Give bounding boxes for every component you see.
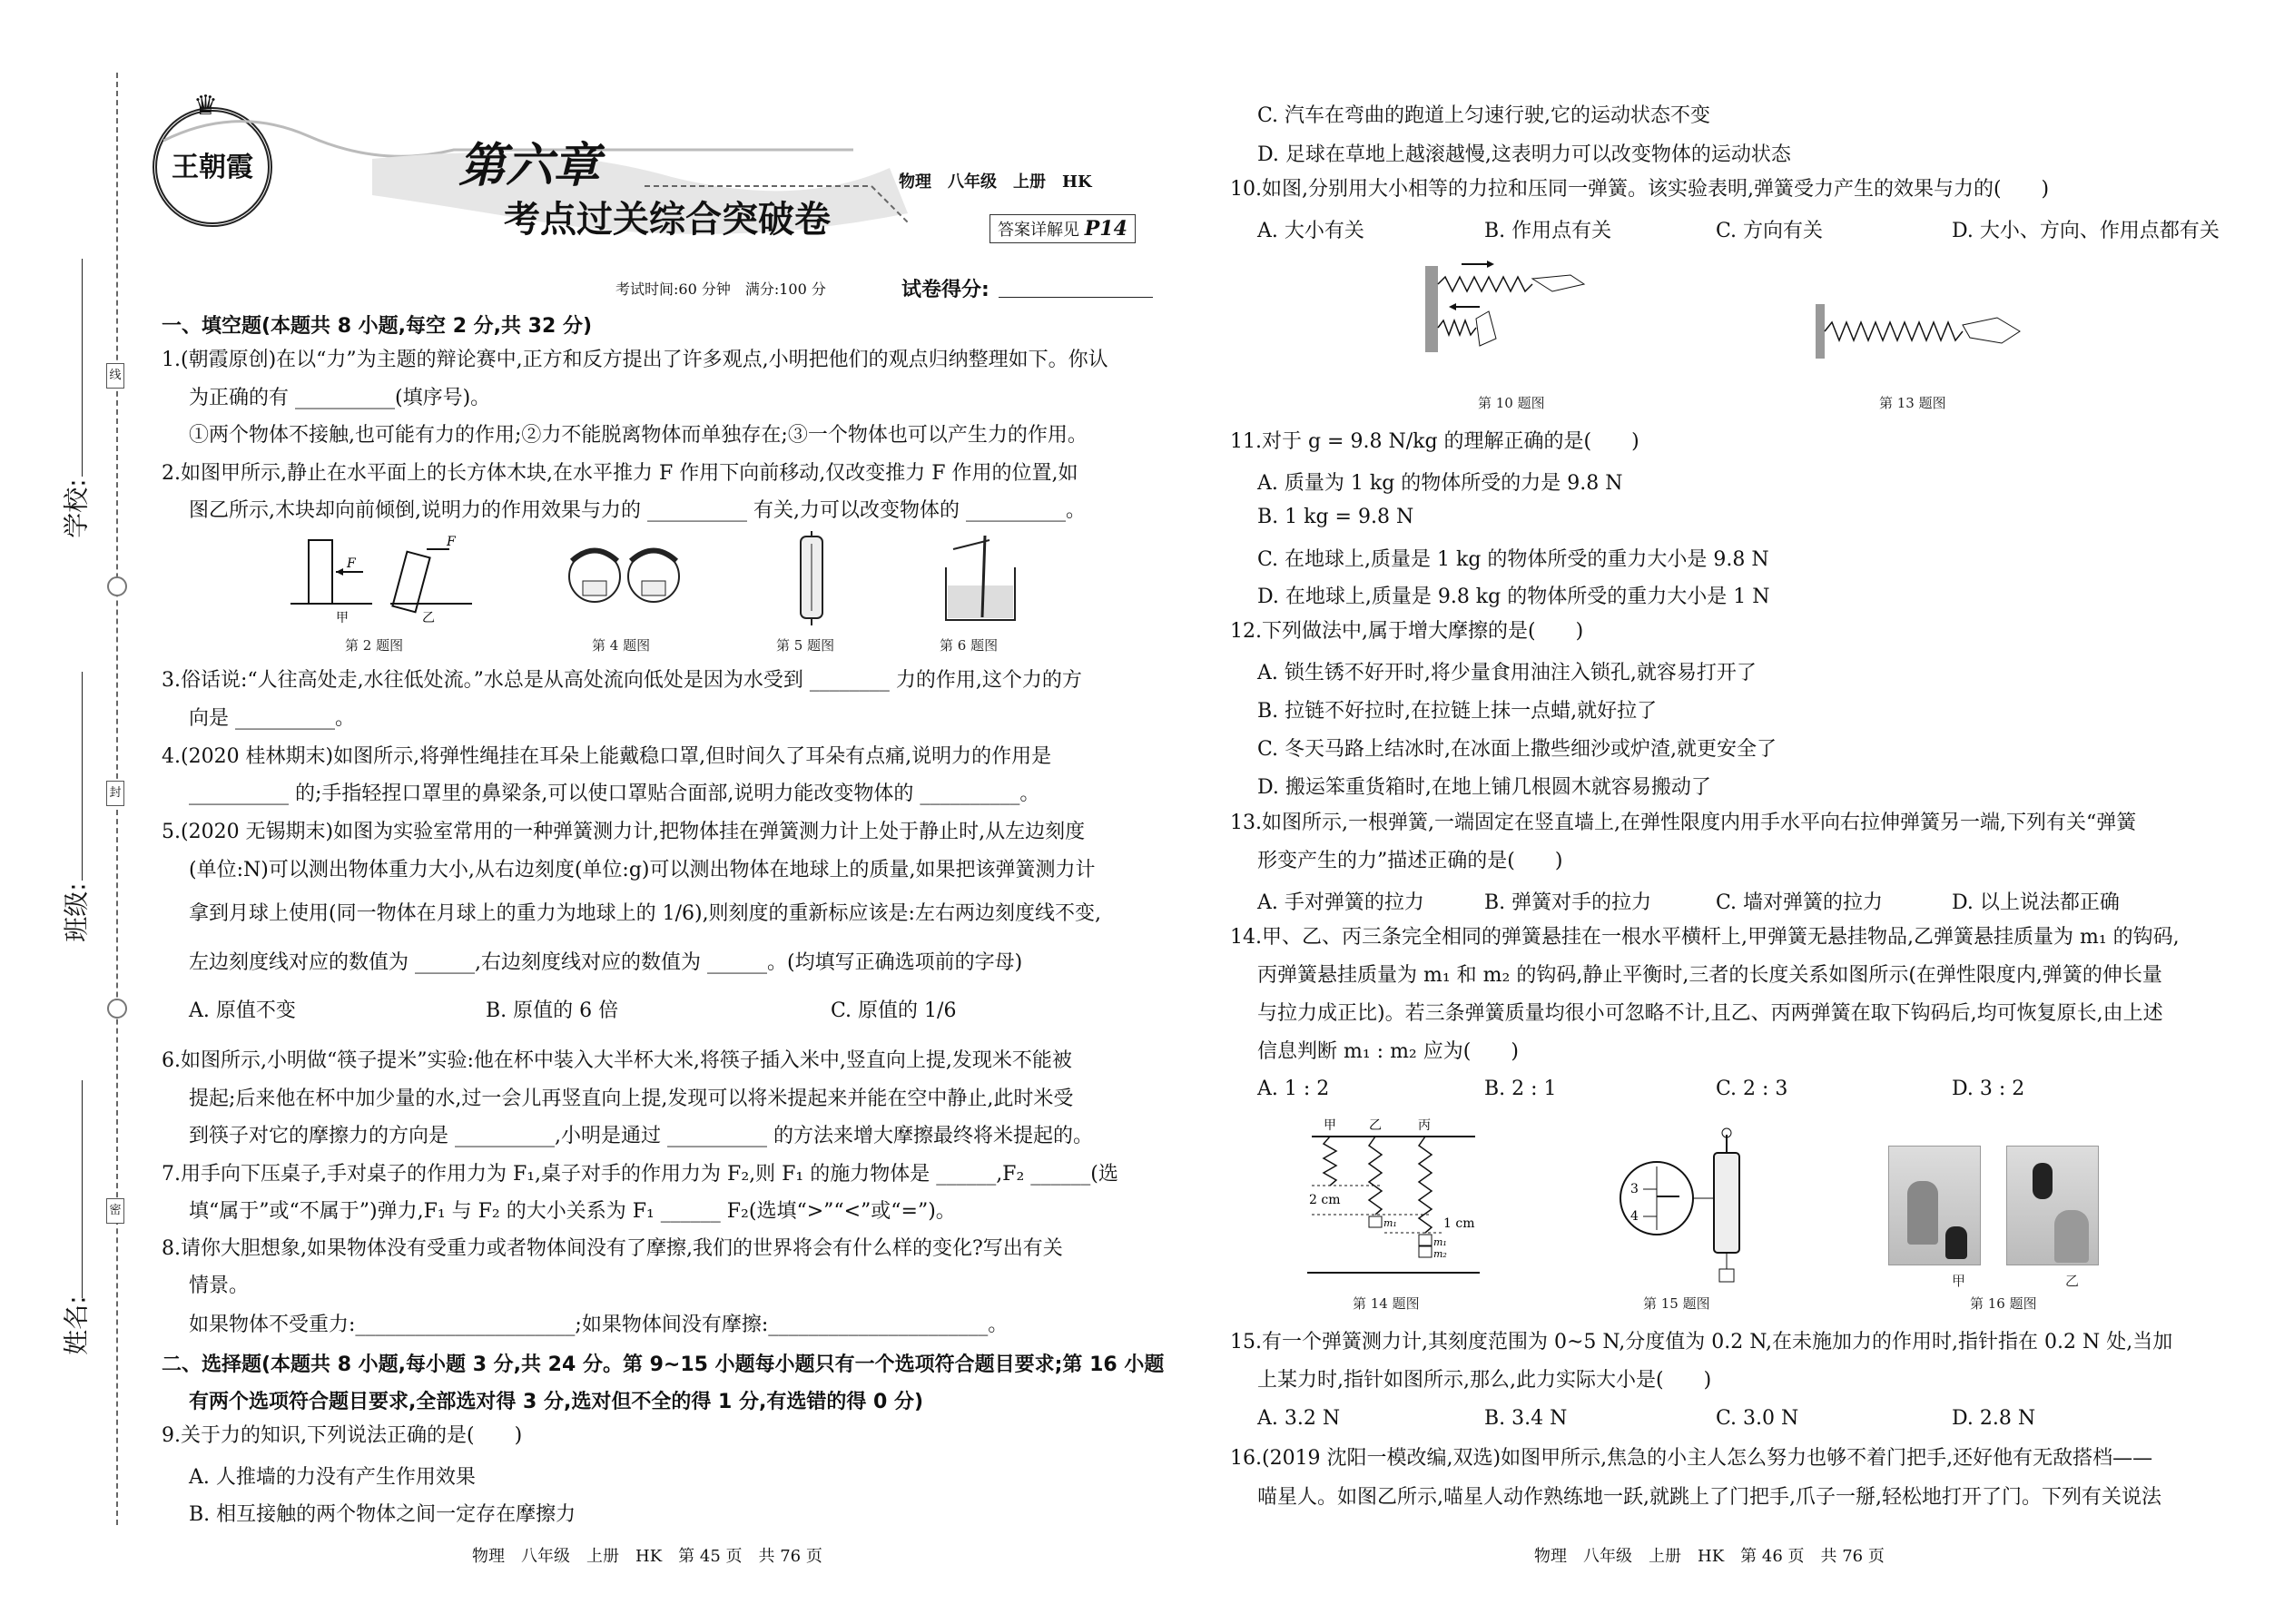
q4-line2: __________ 的;手指轻捏口罩里的鼻梁条,可以使口罩贴合面部,说明力能改变物体的 __________。: [189, 782, 1040, 805]
chapter-title: 第六章: [458, 139, 601, 193]
seal-fold: 封: [106, 781, 124, 806]
fig5-caption: 第 5 题图: [776, 637, 835, 654]
q13-option-b[interactable]: B. 弹簧对手的拉力: [1484, 891, 1652, 914]
q5-line4: 左边刻度线对应的数值为 ______,右边刻度线对应的数值为 ______。(均填写正确选项前的字母): [189, 951, 1023, 974]
fig6-caption: 第 6 题图: [940, 637, 999, 654]
fig15-caption: 第 15 题图: [1643, 1295, 1710, 1312]
q1-line2: 为正确的有 __________(填序号)。: [189, 387, 491, 409]
q15-option-d[interactable]: D. 2.8 N: [1952, 1407, 2036, 1430]
q5-line3: 拿到月球上使用(同一物体在月球上的重力为地球上的 1/6),则刻度的重新标应该是:左右两边刻度线不变,: [189, 902, 1101, 925]
q14-option-b[interactable]: B. 2 : 1: [1484, 1078, 1557, 1100]
q16-line1: 16.(2019 沈阳一模改编,双选)如图甲所示,焦急的小主人怎么努力也够不着门把手,还好他有无敌搭档——: [1230, 1447, 2153, 1470]
q5-option-a[interactable]: A. 原值不变: [189, 999, 296, 1022]
q9-option-a[interactable]: A. 人推墙的力没有产生作用效果: [189, 1466, 476, 1489]
binding-hole-icon: [107, 576, 127, 596]
fig16-label-yi: 乙: [2065, 1273, 2080, 1289]
section2-heading-line1: 二、选择题(本题共 8 小题,每小题 3 分,共 24 分。第 9~15 小题每小题只有一个选项符合题目要求;第 16 小题: [162, 1353, 1165, 1376]
book-info: 物理 八年级 上册 HK: [899, 172, 1092, 192]
q13-line2: 形变产生的力”描述正确的是( ): [1257, 850, 1563, 872]
fig16-photo-jia: [1888, 1146, 1981, 1265]
exam-title: 考点过关综合突破卷: [504, 198, 831, 241]
q14-line1: 14.甲、乙、丙三条完全相同的弹簧悬挂在一根水平横杆上,甲弹簧无悬挂物品,乙弹簧悬挂质量为 m₁ 的钩码,: [1230, 926, 2180, 949]
school-field[interactable]: [82, 259, 83, 477]
q6-line3: 到筷子对它的摩擦力的方向是 __________,小明是通过 __________ 的方法来增大摩擦最终将米提起的。: [189, 1125, 1093, 1147]
q6-line2: 提起;后来他在杯中加少量的水,过一会儿再竖直向上提,发现可以将米提起来并能在空中静止,此时米受: [189, 1088, 1074, 1110]
fig2-label-jia: 甲: [336, 611, 349, 625]
q15-option-c[interactable]: C. 3.0 N: [1716, 1407, 1799, 1430]
q12-option-b[interactable]: B. 拉链不好拉时,在拉链上抹一点蜡,就好拉了: [1257, 700, 1658, 723]
q1-line3: ①两个物体不接触,也可能有力的作用;②力不能脱离物体而单独存在;③一个物体也可以产生力的作用。: [189, 424, 1088, 447]
fig15-spring-scale-magnified: [1616, 1126, 1770, 1284]
q3-line2: 向是 __________。: [189, 707, 355, 730]
q13-option-a[interactable]: A. 手对弹簧的拉力: [1257, 891, 1424, 914]
seal-line: 线: [106, 363, 124, 389]
q5-option-b[interactable]: B. 原值的 6 倍: [486, 999, 619, 1022]
fig14-label-bing: 丙: [1418, 1118, 1431, 1133]
fig5-spring-scale-icon: [790, 531, 835, 626]
q15-line2: 上某力时,指针如图所示,那么,此力实际大小是( ): [1257, 1369, 1712, 1392]
q12-option-c[interactable]: C. 冬天马路上结冰时,在冰面上撒些细沙或炉渣,就更安全了: [1257, 738, 1777, 761]
fig14-1cm-label: 1 cm: [1443, 1216, 1475, 1231]
fig2-force-label: F: [347, 556, 356, 571]
fig6-chopstick-rice-icon: [935, 531, 1026, 626]
q9-option-c[interactable]: C. 汽车在弯曲的跑道上匀速行驶,它的运动状态不变: [1257, 104, 1711, 127]
q14-option-d[interactable]: D. 3 : 2: [1952, 1078, 2025, 1100]
q14-line2: 丙弹簧悬挂质量为 m₁ 和 m₂ 的钩码,静止平衡时,三者的长度关系如图所示(在弹性限度内,弹簧的伸长量: [1257, 964, 2162, 987]
q15-line1: 15.有一个弹簧测力计,其刻度范围为 0~5 N,分度值为 0.2 N,在未施加力的作用时,指针指在 0.2 N 处,当加: [1230, 1331, 2173, 1353]
fig14-m1-label: m₁: [1433, 1236, 1447, 1248]
fig15-tick-4: 4: [1630, 1209, 1639, 1224]
fig14-three-springs: [1307, 1117, 1480, 1284]
q14-option-c[interactable]: C. 2 : 3: [1716, 1078, 1788, 1100]
fig14-m1-label: m₁: [1383, 1217, 1397, 1229]
q12-stem: 12.下列做法中,属于增大摩擦的是( ): [1230, 620, 1584, 643]
q8-line1: 8.请你大胆想象,如果物体没有受重力或者物体间没有了摩擦,我们的世界将会有什么样的变化?写出有关: [162, 1237, 1063, 1260]
q6-line1: 6.如图所示,小明做“筷子提米”实验:他在杯中装入大半杯大米,将筷子插入米中,竖直向上提,发现米不能被: [162, 1049, 1072, 1072]
q12-option-d[interactable]: D. 搬运笨重货箱时,在地上铺几根圆木就容易搬动了: [1257, 776, 1711, 799]
fig14-2cm-label: 2 cm: [1309, 1193, 1341, 1207]
footer-right: 物理 八年级 上册 HK 第 46 页 共 76 页: [1534, 1547, 1885, 1566]
fig2-force-label: F: [447, 535, 456, 549]
binding-margin: [0, 0, 127, 1624]
answer-ref: 答案详解见: [998, 221, 1079, 240]
name-field[interactable]: [82, 1080, 83, 1298]
q7-line2: 填“属于”或“不属于”)弹力,F₁ 与 F₂ 的大小关系为 F₁ ______ F₂(选填“>”“<”或“=”)。: [189, 1200, 956, 1223]
q10-stem: 10.如图,分别用大小相等的力拉和压同一弹簧。该实验表明,弹簧受力产生的效果与力的( ): [1230, 178, 2050, 201]
fig14-m2-label: m₂: [1433, 1248, 1447, 1260]
q9-stem: 9.关于力的知识,下列说法正确的是( ): [162, 1424, 523, 1447]
fig16-caption: 第 16 题图: [1970, 1295, 2037, 1312]
q8-line3: 如果物体不受重力:______________________;如果物体间没有摩擦:______________________。: [189, 1314, 1009, 1336]
seal-dense: 密: [106, 1198, 124, 1224]
fig16-photo-yi: [2006, 1146, 2099, 1265]
section1-heading: 一、填空题(本题共 8 小题,每空 2 分,共 32 分): [162, 315, 593, 338]
fig10-spring-push-pull-icon: [1425, 257, 1607, 357]
q11-option-b[interactable]: B. 1 kg = 9.8 N: [1257, 506, 1414, 528]
q5-line2: (单位:N)可以测出物体重力大小,从右边刻度(单位:g)可以测出物体在地球上的质量,如果把该弹簧测力计: [189, 859, 1096, 881]
section2-heading-line2: 有两个选项符合题目要求,全部选对得 3 分,选对但不全的得 1 分,有选错的得 0 分): [189, 1391, 924, 1413]
name-label: 姓名:: [61, 1295, 92, 1355]
q13-option-c[interactable]: C. 墙对弹簧的拉力: [1716, 891, 1884, 914]
q14-line4: 信息判断 m₁ : m₂ 应为( ): [1257, 1040, 1519, 1063]
fig2-blocks: [290, 531, 481, 626]
q3-line1: 3.俗话说:“人往高处走,水往低处流。”水总是从高处流向低处是因为水受到 ________ 力的作用,这个力的方: [162, 669, 1082, 692]
cat-icon: [1945, 1226, 1967, 1259]
q14-line3: 与拉力成正比)。若三条弹簧质量均很小可忽略不计,且乙、丙两弹簧在取下钩码后,均可恢复原长,由上述: [1257, 1002, 2163, 1025]
fig13-caption: 第 13 题图: [1879, 395, 1946, 411]
logo-text: 王朝霞: [172, 152, 253, 183]
q16-line2: 喵星人。如图乙所示,喵星人动作熟练地一跃,就跳上了门把手,爪子一掰,轻松地打开了门。下列有关说法: [1257, 1486, 2161, 1509]
fig10-caption: 第 10 题图: [1478, 395, 1545, 411]
exam-meta: 考试时间:60 分钟 满分:100 分: [615, 281, 826, 298]
q7-line1: 7.用手向下压桌子,手对桌子的作用力为 F₁,桌子对手的作用力为 F₂,则 F₁ 的施力物体是 ______,F₂ ______(选: [162, 1163, 1118, 1186]
q1-line1: 1.(朝霞原创)在以“力”为主题的辩论赛中,正方和反方提出了许多观点,小明把他们的观点归纳整理如下。你认: [162, 349, 1108, 371]
q13-option-d[interactable]: D. 以上说法都正确: [1952, 891, 2120, 914]
fig14-caption: 第 14 题图: [1353, 1295, 1420, 1312]
school-label: 学校:: [61, 478, 92, 538]
cat-icon: [2033, 1163, 2053, 1199]
class-field[interactable]: [82, 672, 83, 881]
child-icon: [1907, 1181, 1938, 1245]
fig14-label-yi: 乙: [1369, 1118, 1382, 1133]
child-icon: [2054, 1210, 2089, 1263]
q10-option-a[interactable]: A. 大小有关: [1257, 220, 1364, 242]
q11-stem: 11.对于 g = 9.8 N/kg 的理解正确的是( ): [1230, 430, 1639, 453]
q10-option-b[interactable]: B. 作用点有关: [1484, 220, 1612, 242]
q4-line1: 4.(2020 桂林期末)如图所示,将弹性绳挂在耳朵上能戴稳口罩,但时间久了耳朵有点痛,说明力的作用是: [162, 745, 1052, 768]
q13-line1: 13.如图所示,一根弹簧,一端固定在竖直墙上,在弹性限度内用手水平向右拉伸弹簧另一端,下列有关“弹簧: [1230, 812, 2137, 834]
q10-option-d[interactable]: D. 大小、方向、作用点都有关: [1952, 220, 2220, 242]
fig15-tick-3: 3: [1630, 1182, 1639, 1196]
q8-line2: 情景。: [189, 1275, 250, 1297]
q11-option-c[interactable]: C. 在地球上,质量是 1 kg 的物体所受的重力大小是 9.8 N: [1257, 548, 1769, 571]
q9-option-b[interactable]: B. 相互接触的两个物体之间一定存在摩擦力: [189, 1503, 576, 1526]
fig4-mask-faces-icon: [563, 536, 690, 622]
q12-option-a[interactable]: A. 锁生锈不好开时,将少量食用油注入锁孔,就容易打开了: [1257, 662, 1757, 684]
score-field[interactable]: [999, 297, 1153, 298]
q14-option-a[interactable]: A. 1 : 2: [1257, 1078, 1330, 1100]
answer-page: P14: [1084, 217, 1127, 241]
logo-crown-icon: ♛: [193, 90, 218, 122]
answer-ref-box: [989, 214, 1136, 243]
footer-left: 物理 八年级 上册 HK 第 45 页 共 76 页: [472, 1547, 822, 1566]
fig16-label-jia: 甲: [1952, 1273, 1966, 1289]
class-label: 班级:: [61, 882, 92, 942]
q2-line1: 2.如图甲所示,静止在水平面上的长方体木块,在水平推力 F 作用下向前移动,仅改变推力 F 作用的位置,如: [162, 462, 1078, 485]
q5-line1: 5.(2020 无锡期末)如图为实验室常用的一种弹簧测力计,把物体挂在弹簧测力计上处于静止时,从左边刻度: [162, 821, 1086, 843]
score-label: 试卷得分:: [901, 279, 989, 301]
q10-option-c[interactable]: C. 方向有关: [1716, 220, 1824, 242]
q9-option-d[interactable]: D. 足球在草地上越滚越慢,这表明力可以改变物体的运动状态: [1257, 143, 1791, 166]
binding-hole-icon: [107, 999, 127, 1019]
fig4-caption: 第 4 题图: [592, 637, 651, 654]
fig2-caption: 第 2 题图: [345, 637, 404, 654]
q5-option-c[interactable]: C. 原值的 1/6: [831, 999, 957, 1022]
q15-option-a[interactable]: A. 3.2 N: [1257, 1407, 1341, 1430]
q11-option-a[interactable]: A. 质量为 1 kg 的物体所受的力是 9.8 N: [1257, 472, 1623, 495]
fig14-label-jia: 甲: [1324, 1118, 1336, 1133]
q15-option-b[interactable]: B. 3.4 N: [1484, 1407, 1568, 1430]
q2-line2: 图乙所示,木块却向前倾倒,说明力的作用效果与力的 __________ 有关,力可以改变物体的 __________。: [189, 499, 1086, 522]
fig13-spring-wall-icon: [1816, 300, 2033, 363]
fig2-label-yi: 乙: [422, 611, 435, 625]
q11-option-d[interactable]: D. 在地球上,质量是 9.8 kg 的物体所受的重力大小是 1 N: [1257, 586, 1770, 608]
